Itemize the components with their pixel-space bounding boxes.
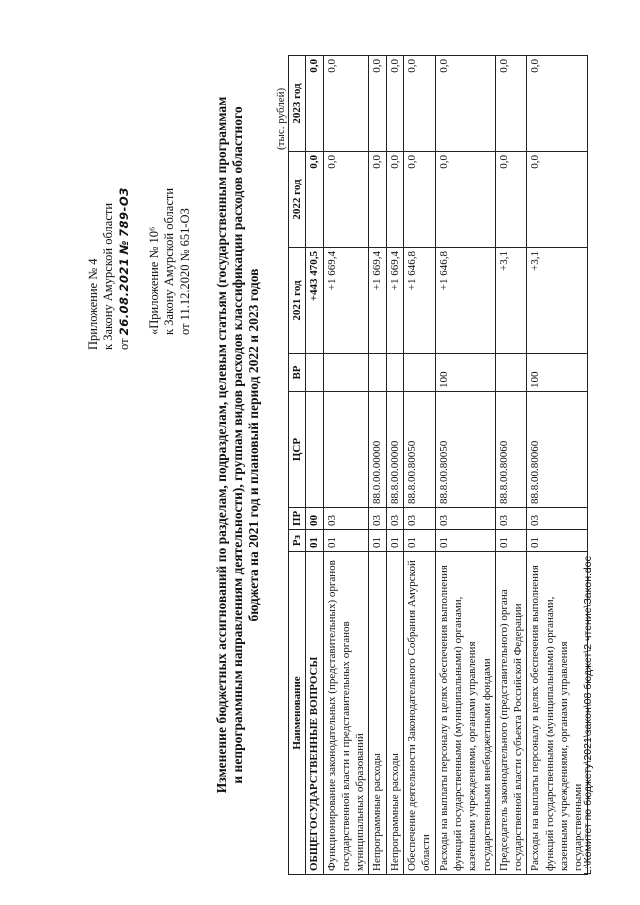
row-2023: 0,0 <box>435 56 495 152</box>
appendix-handwritten-number: 789-ОЗ <box>116 187 131 237</box>
row-vr <box>369 354 386 392</box>
row-2021: +1 669,4 <box>369 248 386 354</box>
previous-appendix-line-1: «Приложение № 10⁶ <box>147 226 161 335</box>
appendix-line-1: Приложение № 4 <box>86 258 100 350</box>
row-csr: 88.8.00.80060 <box>527 392 587 508</box>
row-2023: 0,0 <box>527 56 587 152</box>
row-rz: 01 <box>386 530 403 552</box>
row-vr: 100 <box>527 354 587 392</box>
header-rz: Рз <box>289 530 306 552</box>
row-vr <box>495 354 527 392</box>
table-row <box>306 56 323 875</box>
row-csr: 88.8.00.80050 <box>404 392 436 508</box>
row-vr <box>323 354 369 392</box>
row-2022: 0,0 <box>369 152 386 248</box>
row-rz: 01 <box>404 530 436 552</box>
row-rz: 01 <box>435 530 495 552</box>
budget-table <box>288 55 588 875</box>
row-pr: 00 <box>306 508 323 530</box>
row-2022: 0,0 <box>404 152 436 248</box>
header-csr: ЦСР <box>289 392 306 508</box>
row-pr: 03 <box>495 508 527 530</box>
table-row <box>495 56 527 875</box>
header-2023: 2023 год <box>289 56 306 152</box>
row-vr <box>306 354 323 392</box>
row-name: ОБЩЕГОСУДАРСТВЕННЫЕ ВОПРОСЫ <box>306 552 323 875</box>
row-2021: +1 669,4 <box>386 248 403 354</box>
row-2022: 0,0 <box>323 152 369 248</box>
header-pr: ПР <box>289 508 306 530</box>
table-header-row <box>289 56 306 875</box>
row-rz: 01 <box>369 530 386 552</box>
title-line-2: и непрограммным направлениям деятельности), группам видов расходов классификации расходов областного <box>230 106 246 784</box>
row-2022: 0,0 <box>435 152 495 248</box>
row-vr <box>404 354 436 392</box>
row-pr: 03 <box>435 508 495 530</box>
row-name: Расходы на выплаты персоналу в целях обеспечения выполнения функций государственными (муниципальными) органами, казенными учреждениями, органами управления государственными <box>527 552 587 875</box>
header-2022: 2022 год <box>289 152 306 248</box>
row-name: Обеспечение деятельности Законодательного Собрания Амурской области <box>404 552 436 875</box>
appendix-line-2: к Закону Амурской области <box>101 202 116 350</box>
row-2021: +1 646,8 <box>435 248 495 354</box>
row-pr: 03 <box>527 508 587 530</box>
row-csr <box>306 392 323 508</box>
row-2023: 0,0 <box>369 56 386 152</box>
row-pr: 03 <box>323 508 369 530</box>
title-line-3: бюджета на 2021 год и плановый период 2022 и 2023 годов <box>246 268 262 622</box>
row-csr: 88.8.00.80050 <box>435 392 495 508</box>
row-2023: 0,0 <box>323 56 369 152</box>
row-2021: +3,1 <box>495 248 527 354</box>
document-title <box>214 65 263 825</box>
previous-appendix-line-3: от 11.12.2020 № 651-ОЗ <box>177 208 192 335</box>
header-name: Наименование <box>289 552 306 875</box>
row-vr <box>386 354 403 392</box>
row-csr: 88.8.00.00000 <box>386 392 403 508</box>
appendix-number-sign: № <box>116 240 131 255</box>
table-row <box>323 56 369 875</box>
row-2023: 0,0 <box>386 56 403 152</box>
row-rz: 01 <box>323 530 369 552</box>
row-2021: +1 669,4 <box>323 248 369 354</box>
file-path-footer: L:\Комитет по бюджету\2021\закон\08 бюджет\2 чтение\Закон.doc <box>582 556 594 875</box>
table-row <box>435 56 495 875</box>
row-csr: 88.8.00.80060 <box>495 392 527 508</box>
row-vr: 100 <box>435 354 495 392</box>
row-2023: 0,0 <box>306 56 323 152</box>
units-label: (тыс. рублей) <box>275 87 287 150</box>
row-2023: 0,0 <box>495 56 527 152</box>
header-vr: ВР <box>289 354 306 392</box>
previous-appendix-header <box>147 188 193 335</box>
row-pr: 03 <box>386 508 403 530</box>
row-pr: 03 <box>404 508 436 530</box>
row-rz: 01 <box>527 530 587 552</box>
previous-appendix-line-2: к Закону Амурской области <box>162 187 177 335</box>
table-row <box>369 56 386 875</box>
row-name: Расходы на выплаты персоналу в целях обеспечения выполнения функций государственными (муниципальными) органами, казенными учреждениями, органами управления государственными внебюджетными фондами <box>435 552 495 875</box>
row-csr <box>323 392 369 508</box>
title-line-1: Изменение бюджетных ассигнований по разделам, подразделам, целевым статьям (государственным программам <box>214 96 229 794</box>
row-2021: +443 470,5 <box>306 248 323 354</box>
appendix-line-3 <box>117 187 132 350</box>
row-2021: +1 646,8 <box>404 248 436 354</box>
row-rz: 01 <box>306 530 323 552</box>
row-2022: 0,0 <box>306 152 323 248</box>
row-pr: 03 <box>369 508 386 530</box>
row-name: Непрограммные расходы <box>369 552 386 875</box>
row-name: Председатель законодательного (представительного) органа государственной власти субъекта Российской Федерации <box>495 552 527 875</box>
row-2022: 0,0 <box>527 152 587 248</box>
appendix-date-prefix: от <box>116 338 131 350</box>
header-2021: 2021 год <box>289 248 306 354</box>
table-row <box>386 56 403 875</box>
row-csr: 88.0.00.00000 <box>369 392 386 508</box>
table-row <box>527 56 587 875</box>
row-2022: 0,0 <box>386 152 403 248</box>
row-name: Непрограммные расходы <box>386 552 403 875</box>
appendix-header <box>86 187 132 350</box>
row-2021: +3,1 <box>527 248 587 354</box>
row-2023: 0,0 <box>404 56 436 152</box>
appendix-handwritten-date: 26.08.2021 <box>116 257 131 336</box>
row-name: Функционирование законодательных (представительных) органов государственной власти и представительных органов муниципальных образований <box>323 552 369 875</box>
table-row <box>404 56 436 875</box>
row-rz: 01 <box>495 530 527 552</box>
row-2022: 0,0 <box>495 152 527 248</box>
